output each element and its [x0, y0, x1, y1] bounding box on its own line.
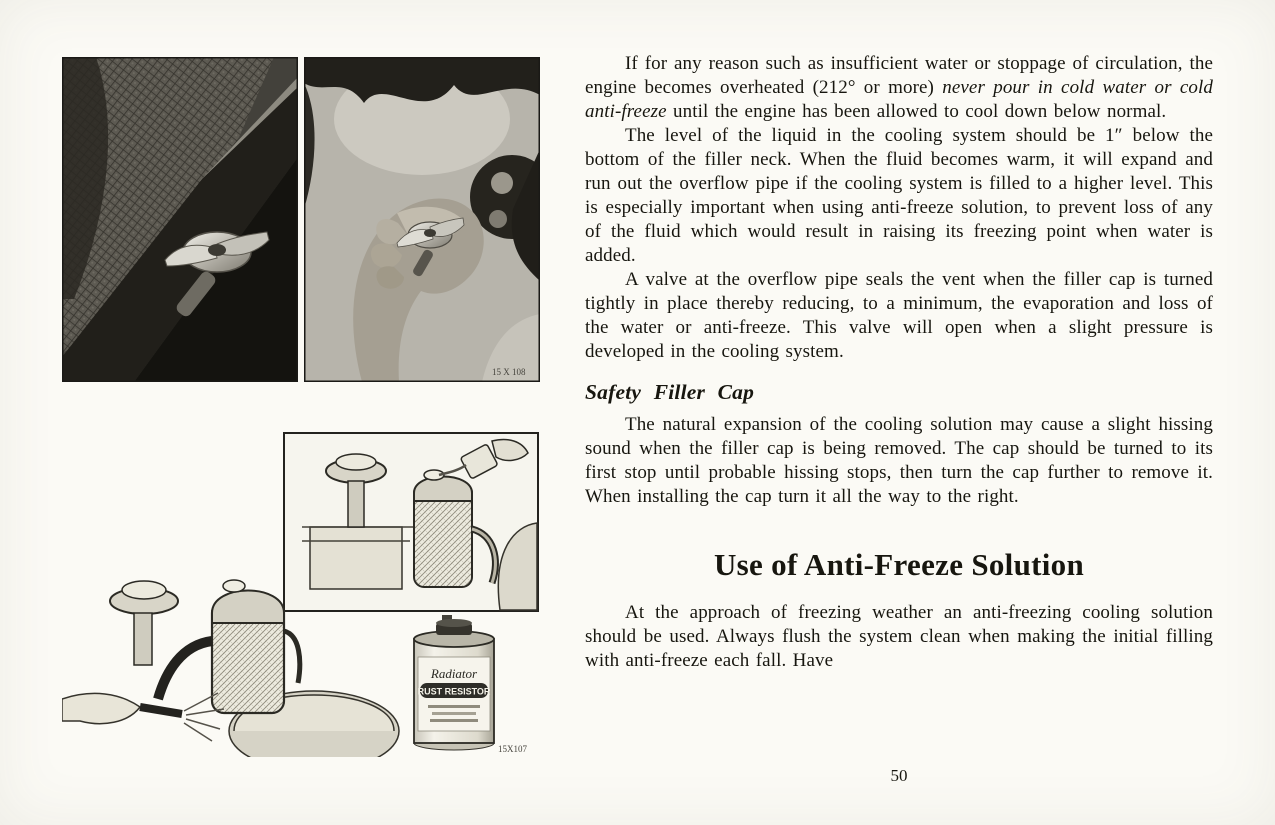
photo-hand-turning-valve [304, 57, 540, 382]
inset-pouring-scene [284, 433, 538, 611]
para-text-post: until the engine has been allowed to cool down below normal. [666, 101, 1167, 122]
para-text-pre: If for any reason such as insufficient water or stoppage of circulation, the engine becomes overheated (212° or more) [585, 53, 1213, 98]
can-fine-print-line [428, 705, 480, 708]
can-fine-print-line [430, 719, 478, 722]
photo-drain-cock-closeup [62, 57, 298, 382]
rust-resistor-can [414, 615, 494, 750]
can-fine-print-line [432, 712, 476, 715]
paragraph-anti-freeze-intro: At the approach of freezing weather an anti-freezing cooling solution should be used. Always flush the system clean when making the initial filling with anti-freeze each fall. Have [585, 602, 1213, 671]
can-label-name: RUST RESISTOR [417, 686, 491, 697]
figure-code-top: 15 X 108 [492, 367, 526, 377]
heading-use-of-anti-freeze: Use of Anti-Freeze Solution [713, 547, 1084, 582]
body-text-column [585, 52, 1213, 673]
can-label-script: Radiator [430, 666, 478, 681]
rust-resistor-drawing [62, 431, 540, 757]
heading-safety-filler-cap: Safety Filler Cap [585, 380, 755, 404]
paragraph-safety-filler-cap: The natural expansion of the cooling solution may cause a slight hissing sound when the filler cap is being removed. The cap should be turned to its first stop until probable hissing stops, then turn the cap further to remove it. When installing the cap turn it all the way to the right. [585, 414, 1213, 507]
page-number: 50 [890, 766, 908, 785]
drain-cock-photo-pair [62, 57, 540, 382]
figure-drain-cock-photos [62, 57, 540, 382]
paragraph-overheating-warning [585, 52, 1213, 124]
figure-rust-resistor-illustration [62, 431, 540, 757]
paragraph-overflow-valve: A valve at the overflow pipe seals the vent when the filler cap is turned tightly in place thereby reducing, to a minimum, the evaporation and loss of the water or anti-freeze. This valve will open when a slight pressure is developed in the cooling system. [585, 269, 1213, 362]
paragraph-liquid-level: The level of the liquid in the cooling system should be 1″ below the bottom of the filler neck. When the fluid becomes warm, it will expand and run out the overflow pipe if the cooling system is filled to a higher level. This is especially important when using anti-freeze solution, to prevent loss of any of the fluid which would result in raising its freezing point when water is added. [585, 125, 1213, 266]
figure-code-bottom: 15X107 [498, 744, 527, 754]
para-text-italic: never pour in cold water or cold anti-freeze [585, 77, 1213, 122]
